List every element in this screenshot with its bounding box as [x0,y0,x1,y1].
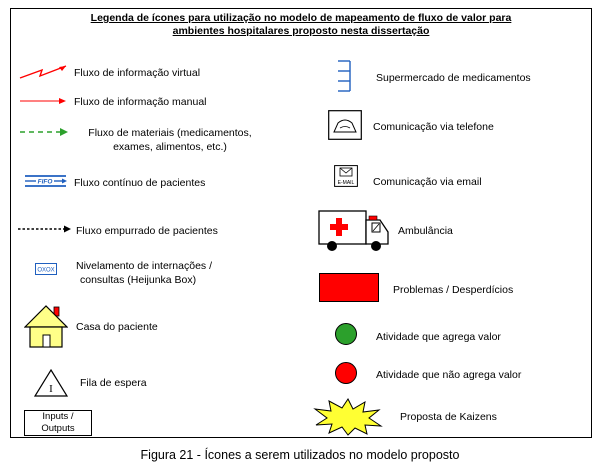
kaizen-label: Proposta de Kaizens [400,411,497,423]
virtual-info-flow-icon [18,64,70,80]
title-line-2: ambientes hospitalares proposto nesta dissertação [172,25,430,37]
figure-caption: Figura 21 - Ícones a serem utilizados no modelo proposto [140,448,460,462]
io-line-2: Outputs [41,423,75,434]
heijunka-text: OXOX [37,267,55,274]
heijunka-label-line-2: consultas (Heijunka Box) [80,274,197,286]
non-value-added-circle-icon [334,361,358,385]
heijunka-label [76,259,212,287]
non-value-added-label: Atividade que não agrega valor [376,369,522,381]
ambulance-label: Ambulância [398,225,453,237]
heijunka-box-icon [35,263,57,275]
problem-label: Problemas / Desperdícios [393,284,514,296]
materials-flow-icon [18,127,70,137]
heijunka-label-line-1: Nivelamento de internações / [76,260,212,272]
house-label: Casa do paciente [76,321,158,333]
materials-flow-label [70,126,270,154]
email-label: Comunicação via email [373,176,482,188]
queue-triangle-icon [33,368,69,398]
io-line-1: Inputs / [42,411,74,422]
email-icon-text: E-MAIL [337,180,355,186]
virtual-info-flow-label: Fluxo de informação virtual [74,67,201,79]
continuous-flow-fifo-icon [24,174,68,188]
pushed-flow-icon [16,224,72,234]
pushed-flow-label: Fluxo empurrado de pacientes [76,225,218,237]
email-icon [334,165,358,187]
telephone-icon [328,110,362,140]
manual-info-flow-icon [18,96,68,106]
telephone-label: Comunicação via telefone [373,121,494,133]
legend-title [10,12,592,38]
continuous-flow-label: Fluxo contínuo de pacientes [74,177,206,189]
value-added-label: Atividade que agrega valor [376,331,501,343]
title-line-1: Legenda de ícones para utilização no modelo de mapeamento de fluxo de valor para [90,12,512,24]
manual-info-flow-label: Fluxo de informação manual [74,96,207,108]
supermarket-icon [336,60,352,92]
fifo-text: FIFO [37,178,53,186]
queue-label: Fila de espera [80,377,147,389]
kaizen-burst-icon [313,398,383,436]
problem-rectangle-icon [319,273,379,302]
queue-text: I [49,383,53,395]
materials-flow-label-line-2: exames, alimentos, etc.) [113,141,227,153]
house-icon [24,303,68,349]
ambulance-icon [318,208,390,254]
value-added-circle-icon [334,322,358,346]
inputs-outputs-box [24,410,92,436]
supermarket-label: Supermercado de medicamentos [376,72,531,84]
materials-flow-label-line-1: Fluxo de materiais (medicamentos, [88,127,252,139]
